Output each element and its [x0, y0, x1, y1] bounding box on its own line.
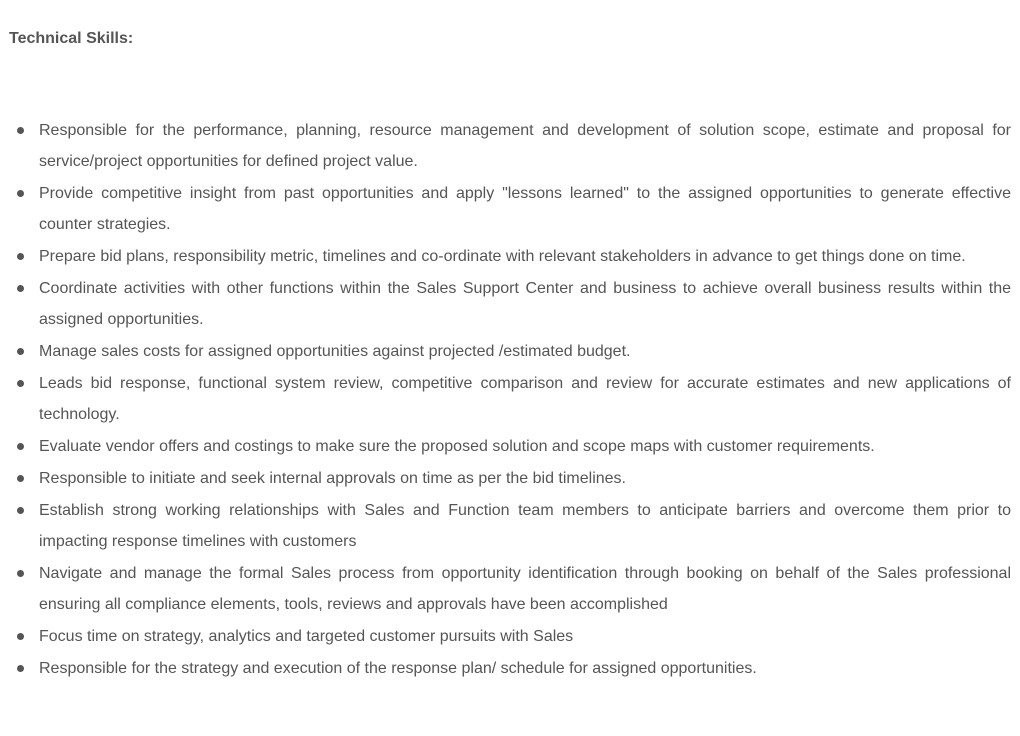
list-item-text: Responsible to initiate and seek internal approvals on time as per the bid timelines. — [39, 470, 626, 487]
list-item — [39, 431, 1011, 462]
bullet-icon — [17, 475, 24, 482]
list-item-text: Responsible for the strategy and execution of the response plan/ schedule for assigned opportunities. — [39, 660, 757, 677]
list-item-text: Prepare bid plans, responsibility metric, timelines and co-ordinate with relevant stakeholders in advance to get things done on time. — [39, 248, 966, 265]
list-item — [39, 273, 1011, 335]
bullet-icon — [17, 570, 24, 577]
list-item — [39, 336, 1011, 367]
bullet-icon — [17, 380, 24, 387]
list-item — [39, 621, 1011, 652]
list-item — [39, 115, 1011, 177]
list-item — [39, 463, 1011, 494]
list-item-text: Navigate and manage the formal Sales process from opportunity identification through booking on behalf of the Sales professional ensuring all compliance elements, tools, reviews and approvals have been accomplished — [39, 565, 1011, 613]
list-item — [39, 495, 1011, 557]
bullet-icon — [17, 285, 24, 292]
list-item — [39, 241, 1011, 272]
bullet-icon — [17, 443, 24, 450]
list-item-text: Provide competitive insight from past opportunities and apply "lessons learned" to the assigned opportunities to generate effective counter strategies. — [39, 185, 1011, 233]
bullet-icon — [17, 507, 24, 514]
skills-list — [0, 115, 1011, 685]
bullet-icon — [17, 633, 24, 640]
bullet-icon — [17, 253, 24, 260]
bullet-icon — [17, 190, 24, 197]
list-item-text: Manage sales costs for assigned opportunities against projected /estimated budget. — [39, 343, 631, 360]
bullet-icon — [17, 127, 24, 134]
list-item-text: Responsible for the performance, planning, resource management and development of solution scope, estimate and proposal for service/project opportunities for defined project value. — [39, 122, 1011, 170]
list-item-text: Coordinate activities with other functions within the Sales Support Center and business to achieve overall business results within the assigned opportunities. — [39, 280, 1011, 328]
list-item-text: Focus time on strategy, analytics and targeted customer pursuits with Sales — [39, 628, 574, 645]
list-item — [39, 178, 1011, 240]
list-item — [39, 368, 1011, 430]
bullet-icon — [17, 348, 24, 355]
list-item — [39, 653, 1011, 684]
list-item-text: Establish strong working relationships with Sales and Function team members to anticipate barriers and overcome them prior to impacting response timelines with customers — [39, 502, 1011, 550]
list-item — [39, 558, 1011, 620]
list-item-text: Evaluate vendor offers and costings to make sure the proposed solution and scope maps with customer requirements. — [39, 438, 875, 455]
bullet-icon — [17, 665, 24, 672]
section-heading: Technical Skills: — [9, 30, 134, 47]
list-item-text: Leads bid response, functional system review, competitive comparison and review for accurate estimates and new applications of technology. — [39, 375, 1011, 423]
